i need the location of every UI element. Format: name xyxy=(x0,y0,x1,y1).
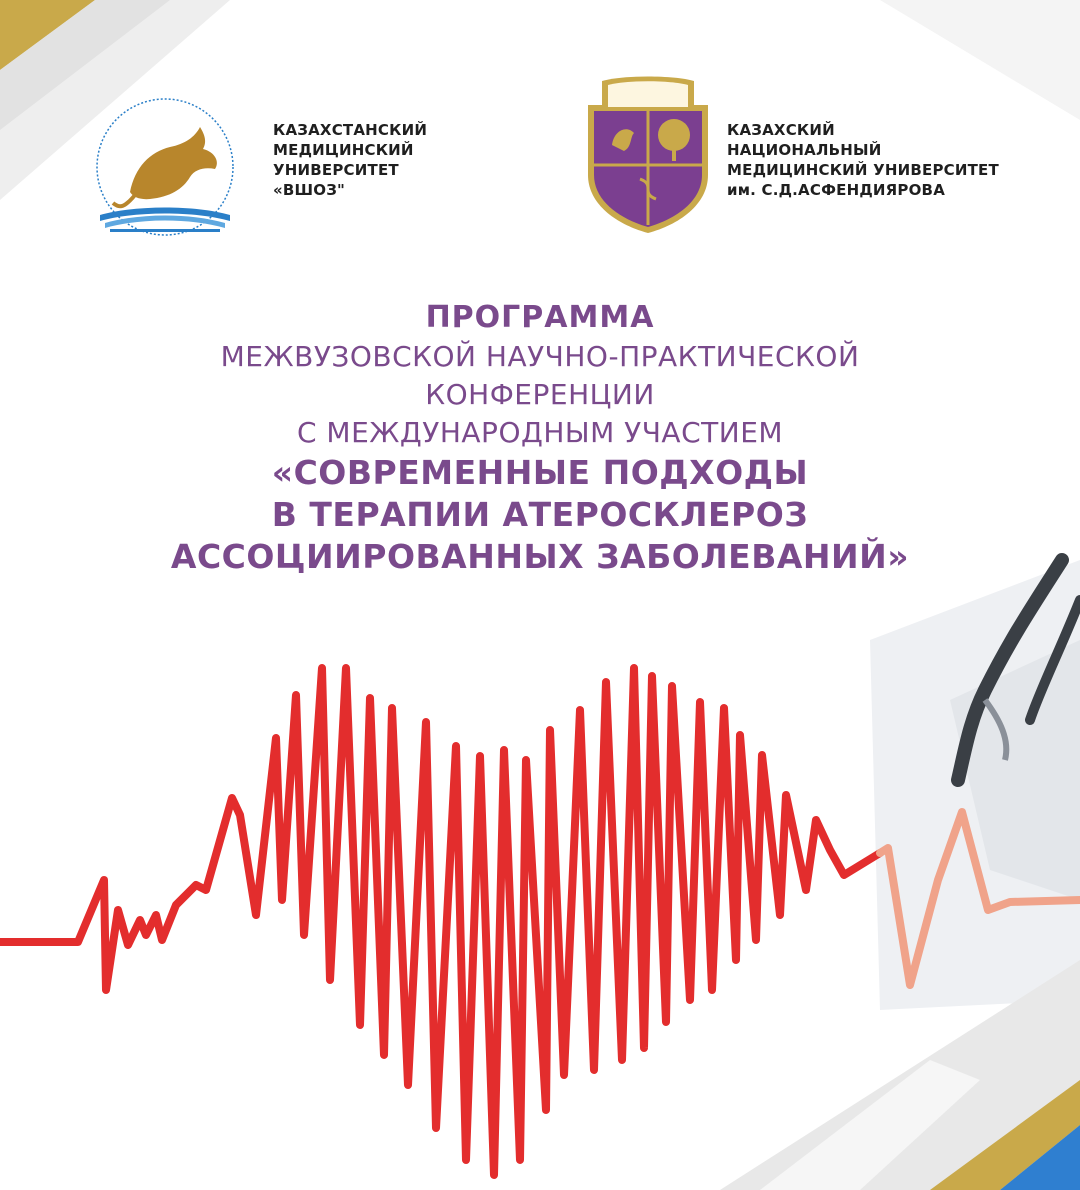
org-right-line: НАЦИОНАЛЬНЫЙ xyxy=(727,141,882,159)
org-right-line: КАЗАХСКИЙ xyxy=(727,121,835,139)
title-subtitle-line: МЕЖВУЗОВСКОЙ НАУЧНО-ПРАКТИЧЕСКОЙ xyxy=(220,340,860,373)
ecg-line xyxy=(0,668,880,1175)
org-left-line: КАЗАХСТАНСКИЙ xyxy=(273,121,428,139)
org-left-line: «ВШОЗ" xyxy=(273,181,346,199)
university-seal-icon xyxy=(582,75,714,235)
org-right-line: им. С.Д.АСФЕНДИЯРОВА xyxy=(727,181,945,199)
title-topic-line: АССОЦИИРОВАННЫХ ЗАБОЛЕВАНИЙ» xyxy=(170,537,910,576)
title-topic-line: В ТЕРАПИИ АТЕРОСКЛЕРОЗ xyxy=(271,495,809,534)
org-right-name xyxy=(727,120,1027,200)
title-subtitle-line: КОНФЕРЕНЦИИ xyxy=(425,378,655,411)
org-left-line: УНИВЕРСИТЕТ xyxy=(273,161,399,179)
org-left-name xyxy=(273,120,473,200)
top-right-shape xyxy=(880,0,1080,120)
title-topic-line: «СОВРЕМЕННЫЕ ПОДХОДЫ xyxy=(271,453,809,492)
ecg-line-faded xyxy=(880,812,1080,985)
title-program: ПРОГРАММА xyxy=(425,300,655,335)
conference-title xyxy=(60,298,1020,578)
heartbeat-heart-icon xyxy=(0,600,1080,1190)
snow-leopard-emblem-icon xyxy=(75,97,255,247)
org-left-line: МЕДИЦИНСКИЙ xyxy=(273,141,414,159)
title-subtitle-line: С МЕЖДУНАРОДНЫМ УЧАСТИЕМ xyxy=(296,416,784,449)
org-right-line: МЕДИЦИНСКИЙ УНИВЕРСИТЕТ xyxy=(727,161,999,179)
